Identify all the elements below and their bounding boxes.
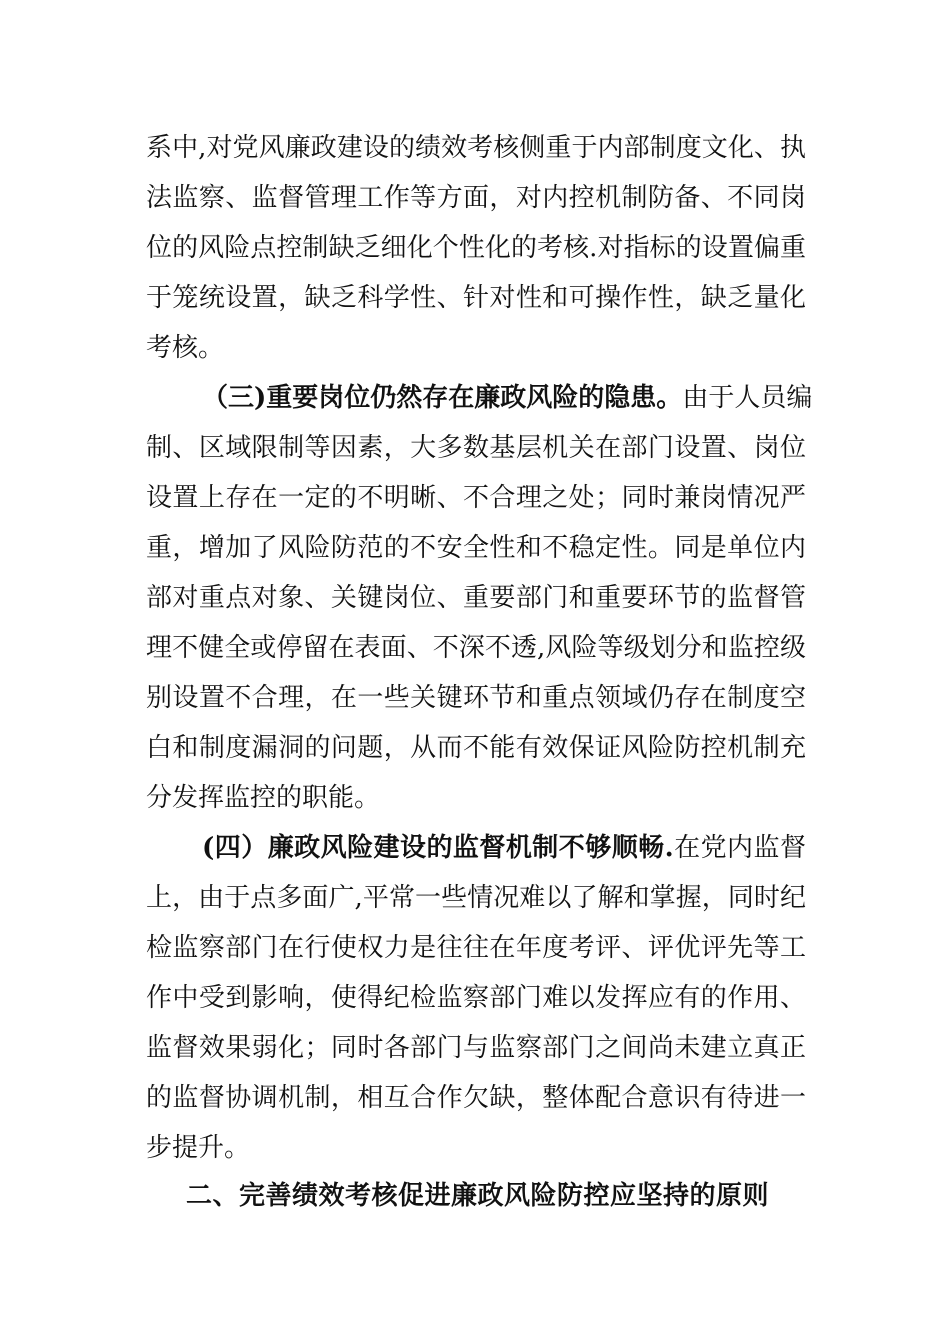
section-heading: 二、完善绩效考核促进廉政风险防控应坚持的原则 xyxy=(186,1181,770,1211)
paragraph-1-line-3: 位的风险点控制缺乏细化个性化的考核.对指标的设置偏重 xyxy=(146,233,806,263)
paragraph-1-line-5: 考核。 xyxy=(146,333,225,363)
paragraph-2-line-5: 部对重点对象、关键岗位、重要部门和重要环节的监督管 xyxy=(146,583,806,613)
paragraph-2-line-2: 制、区域限制等因素，大多数基层机关在部门设置、岗位 xyxy=(146,433,806,463)
paragraph-3-lead-text: 在党内监督 xyxy=(673,833,806,863)
paragraph-2-line-1 xyxy=(202,378,813,418)
paragraph-1-line-1: 系中,对党风廉政建设的绩效考核侧重于内部制度文化、执 xyxy=(146,133,806,163)
paragraph-2-subheading: （三)重要岗位仍然存在廉政风险的隐患。 xyxy=(202,383,683,413)
paragraph-3-line-7: 步提升。 xyxy=(146,1133,251,1163)
paragraph-2-line-3: 设置上存在一定的不明晰、不合理之处；同时兼岗情况严 xyxy=(146,483,806,513)
paragraph-2-lead-text: 由于人员编 xyxy=(682,383,813,413)
paragraph-1-line-2: 法监察、监督管理工作等方面，对内控机制防备、不同岗 xyxy=(146,183,806,213)
paragraph-2-line-8: 白和制度漏洞的问题，从而不能有效保证风险防控机制充 xyxy=(146,733,806,763)
paragraph-3-line-3: 检监察部门在行使权力是往往在年度考评、评优评先等工 xyxy=(146,933,806,963)
paragraph-3-line-5: 监督效果弱化；同时各部门与监察部门之间尚未建立真正 xyxy=(146,1033,806,1063)
paragraph-3-line-2: 上，由于点多面广,平常一些情况难以了解和掌握，同时纪 xyxy=(146,883,806,913)
paragraph-2-line-6: 理不健全或停留在表面、不深不透,风险等级划分和监控级 xyxy=(146,633,806,663)
paragraph-3-line-1 xyxy=(202,828,806,868)
paragraph-2-line-7: 别设置不合理，在一些关键环节和重点领域仍存在制度空 xyxy=(146,683,806,713)
paragraph-1-line-4: 于笼统设置，缺乏科学性、针对性和可操作性，缺乏量化 xyxy=(146,283,806,313)
paragraph-3-subheading: (四）廉政风险建设的监督机制不够顺畅. xyxy=(202,833,674,863)
paragraph-3-line-4: 作中受到影响，使得纪检监察部门难以发挥应有的作用、 xyxy=(146,983,806,1013)
paragraph-2-line-9: 分发挥监控的职能。 xyxy=(146,783,381,813)
paragraph-3-line-6: 的监督协调机制，相互合作欠缺，整体配合意识有待进一 xyxy=(146,1083,806,1113)
paragraph-2-line-4: 重，增加了风险防范的不安全性和不稳定性。同是单位内 xyxy=(146,533,806,563)
